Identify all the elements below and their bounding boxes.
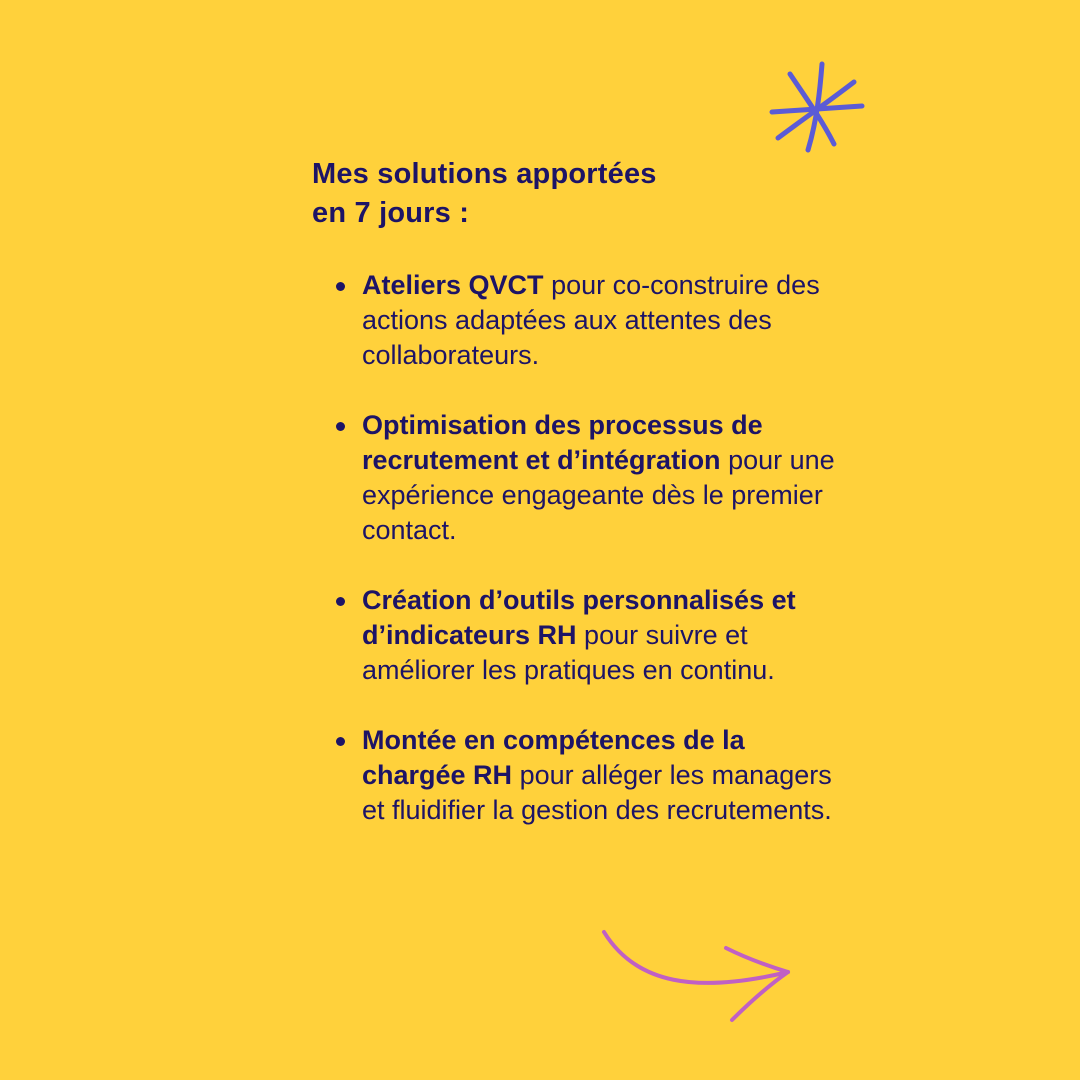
title-line-2: en 7 jours :: [312, 197, 470, 229]
list-item: [335, 408, 855, 548]
solutions-list: [335, 268, 855, 863]
list-item: [335, 583, 855, 688]
item-highlight: Ateliers QVCT: [362, 270, 544, 300]
title-line-1: Mes solutions apportées: [312, 158, 657, 190]
bullet-icon: [336, 422, 345, 431]
bullet-icon: [336, 737, 345, 746]
item-text: pour une expérience engageante dès le premier contact.: [362, 445, 835, 545]
bullet-icon: [336, 282, 345, 291]
item-text: pour alléger les managers et fluidifier la gestion des recrutements.: [362, 760, 832, 825]
list-item: [335, 723, 855, 828]
bullet-icon: [336, 597, 345, 606]
item-text: pour suivre et améliorer les pratiques en continu.: [362, 620, 775, 685]
item-highlight: Création d’outils personnalisés et d’indicateurs RH: [362, 585, 796, 650]
item-highlight: Optimisation des processus de recrutement et d’intégration: [362, 410, 763, 475]
arrow-right-icon[interactable]: [596, 924, 800, 1028]
page-title: [312, 155, 657, 233]
list-item: [335, 268, 855, 373]
item-highlight: Montée en compétences de la chargée RH: [362, 725, 745, 790]
starburst-icon: [762, 60, 868, 156]
item-text: pour co-construire des actions adaptées aux attentes des collaborateurs.: [362, 270, 820, 370]
